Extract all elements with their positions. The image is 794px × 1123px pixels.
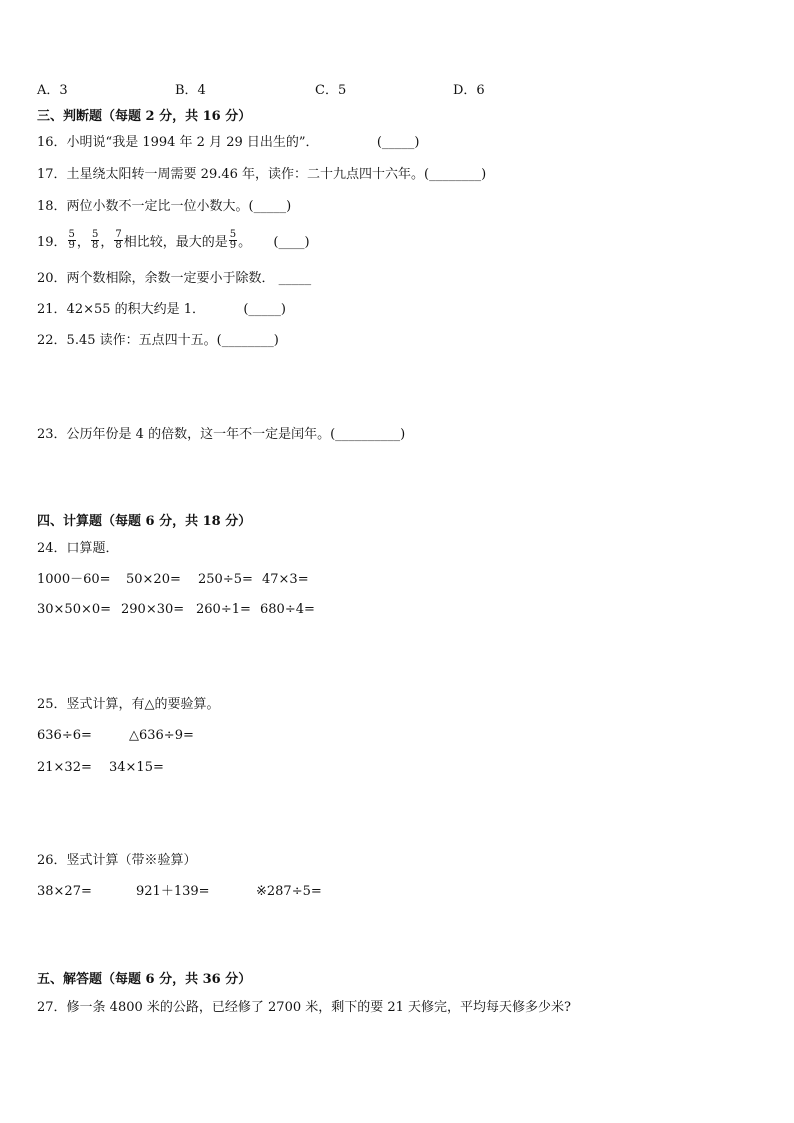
- question-16: [37, 135, 419, 151]
- question-16-text: 16．小明说“我是 1994 年 2 月 29 日出生的”．: [37, 135, 319, 150]
- q26-item-2: 921＋139=: [136, 884, 210, 899]
- fraction-7-8: $\frac{7}{8}$: [115, 229, 122, 251]
- question-26: 26．竖式计算（带※验算）: [37, 853, 197, 868]
- q24-item-2: 50×20=: [126, 572, 181, 587]
- option-d: D．6: [453, 83, 485, 98]
- q24-item-3: 250÷5=: [198, 572, 253, 587]
- q25-item-1: 636÷6=: [37, 728, 92, 743]
- q25-item-3: 21×32=: [37, 760, 92, 775]
- question-21-text: 21．42×55 的积大约是 1．: [37, 302, 206, 317]
- question-19: 19． $\frac{5}{9}$ ， $\frac{5}{8}$ ， $\frac{7}{8}$ 相比较，最大的是 $\frac{5}{9}$ 。 (____): [37, 229, 310, 251]
- question-21: [37, 302, 286, 318]
- question-16-blank: (_____): [376, 135, 420, 150]
- fraction-5-9-answer: $\frac{5}{9}$: [229, 229, 237, 251]
- question-18: 18．两位小数不一定比一位小数大。(_____): [37, 199, 292, 214]
- q24-item-8: 680÷4=: [260, 602, 315, 617]
- q26-item-1: 38×27=: [37, 884, 92, 899]
- question-19-blank: (____): [273, 235, 310, 250]
- option-a: A．3: [37, 83, 68, 98]
- question-17: 17．土星绕太阳转一周需要 29.46 年，读作：二十九点四十六年。(________): [37, 167, 487, 182]
- question-27: 27．修一条 4800 米的公路，已经修了 2700 米，剩下的要 21 天修完，平均每天修多少米?: [37, 1000, 572, 1015]
- q26-item-3: ※287÷5=: [256, 884, 322, 899]
- question-21-blank: (_____): [243, 302, 286, 317]
- section-5-title: 五、解答题（每题 6 分，共 36 分）: [37, 972, 252, 987]
- fraction-5-9: $\frac{5}{9}$: [68, 229, 75, 251]
- question-19-prefix: 19．: [37, 235, 67, 250]
- q24-item-5: 30×50×0=: [37, 602, 112, 617]
- question-22: 22．5.45 读作：五点四十五。(________): [37, 333, 279, 348]
- q25-item-4: 34×15=: [109, 760, 164, 775]
- q24-item-7: 260÷1=: [196, 602, 251, 617]
- section-3-title: 三、判断题（每题 2 分，共 16 分）: [37, 109, 252, 124]
- q24-item-1: 1000－60=: [37, 572, 111, 587]
- question-19-middle: 相比较，最大的是: [123, 235, 228, 250]
- question-24: 24．口算题．: [37, 541, 119, 556]
- section-4-title: 四、计算题（每题 6 分，共 18 分）: [37, 514, 252, 529]
- option-b: B．4: [175, 83, 206, 98]
- question-25: 25．竖式计算，有△的要验算。: [37, 697, 220, 712]
- question-23: 23．公历年份是 4 的倍数，这一年不一定是闰年。(__________): [37, 427, 406, 442]
- fraction-5-8: $\frac{5}{8}$: [91, 229, 99, 251]
- q25-item-2: △636÷9=: [129, 728, 194, 743]
- q24-item-6: 290×30=: [121, 602, 185, 617]
- option-c: C．5: [315, 83, 347, 98]
- q24-item-4: 47×3=: [262, 572, 309, 587]
- question-20: 20．两个数相除，余数一定要小于除数． _____: [37, 271, 312, 286]
